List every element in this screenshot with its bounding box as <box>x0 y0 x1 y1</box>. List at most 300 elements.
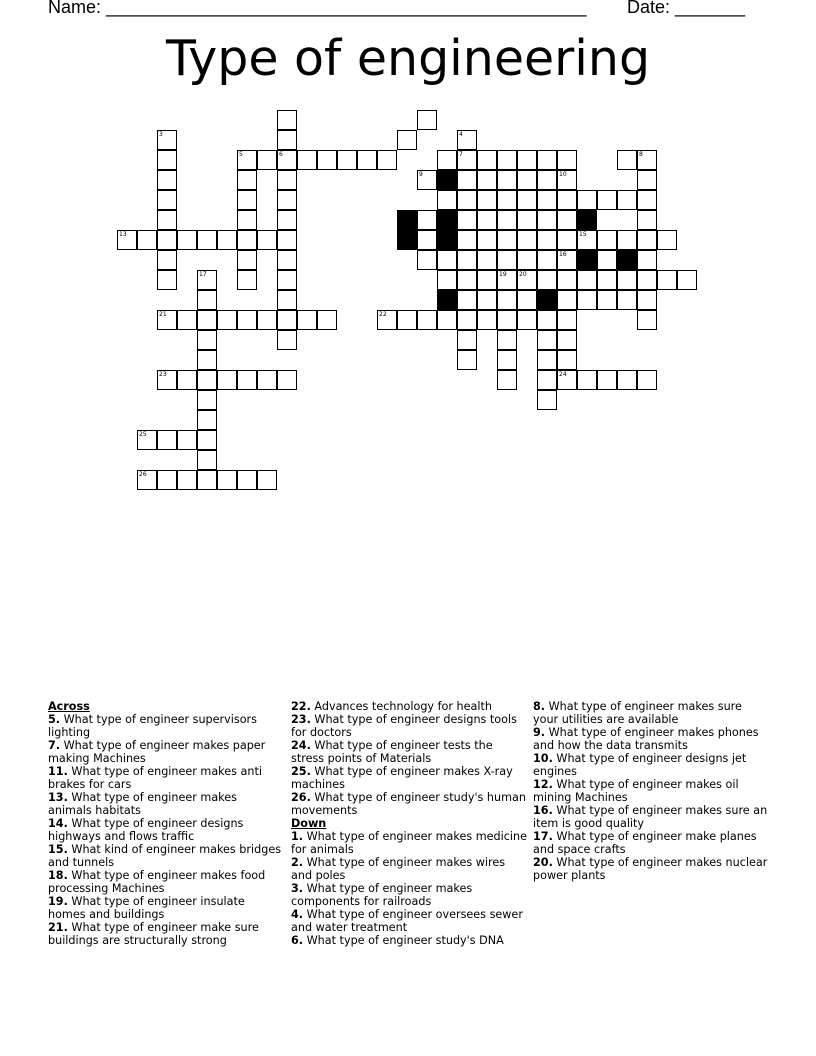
grid-cell[interactable] <box>457 310 477 330</box>
clue-text: What type of engineer study's DNA <box>306 934 504 947</box>
grid-cell[interactable] <box>277 250 297 270</box>
black-square <box>437 230 457 250</box>
grid-cell[interactable] <box>477 170 497 190</box>
grid-cell[interactable] <box>237 230 257 250</box>
grid-cell[interactable] <box>637 270 657 290</box>
grid-cell[interactable] <box>577 370 597 390</box>
grid-cell[interactable] <box>457 170 477 190</box>
grid-cell[interactable] <box>637 230 657 250</box>
clue-text: What type of engineer makes anti brakes for cars <box>48 765 262 791</box>
grid-cell[interactable] <box>377 310 397 330</box>
grid-cell[interactable] <box>557 350 577 370</box>
clue-label: 11. <box>48 765 68 778</box>
across-clue <box>48 713 284 739</box>
clue-text: What type of engineer makes wires and poles <box>291 856 506 882</box>
black-square <box>397 210 417 230</box>
grid-cell[interactable] <box>437 310 457 330</box>
down-clue <box>533 752 769 778</box>
grid-cell[interactable] <box>637 290 657 310</box>
grid-cell[interactable] <box>157 210 177 230</box>
grid-cell[interactable] <box>617 150 637 170</box>
grid-cell[interactable] <box>177 370 197 390</box>
grid-cell[interactable] <box>277 150 297 170</box>
across-clue <box>48 895 284 921</box>
grid-cell[interactable] <box>157 130 177 150</box>
clue-number: 10 <box>559 171 567 178</box>
clue-label: 10. <box>533 752 553 765</box>
grid-cell[interactable] <box>457 210 477 230</box>
clue-text: What type of engineer study's human movements <box>291 791 526 817</box>
clue-text: What kind of engineer makes bridges and tunnels <box>48 843 282 869</box>
grid-cell[interactable] <box>177 430 197 450</box>
grid-cell[interactable] <box>277 170 297 190</box>
down-clue <box>533 830 769 856</box>
clue-number: 20 <box>519 271 527 278</box>
down-clue <box>291 934 527 947</box>
down-clue <box>533 726 769 752</box>
grid-cell[interactable] <box>277 310 297 330</box>
grid-cell[interactable] <box>517 250 537 270</box>
grid-cell[interactable] <box>457 330 477 350</box>
grid-cell[interactable] <box>537 170 557 190</box>
grid-cell[interactable] <box>577 270 597 290</box>
grid-cell[interactable] <box>457 290 477 310</box>
clue-label: 14. <box>48 817 68 830</box>
name-line: ________________________________________________ <box>106 0 587 17</box>
grid-cell[interactable] <box>277 290 297 310</box>
grid-cell[interactable] <box>497 150 517 170</box>
grid-cell[interactable] <box>497 370 517 390</box>
across-clue <box>291 791 527 817</box>
down-clue <box>533 804 769 830</box>
grid-cell[interactable] <box>457 190 477 210</box>
crossword-grid <box>0 0 816 520</box>
grid-cell[interactable] <box>137 470 157 490</box>
grid-cell[interactable] <box>557 310 577 330</box>
grid-cell[interactable] <box>557 250 577 270</box>
grid-cell[interactable] <box>157 270 177 290</box>
black-square <box>537 290 557 310</box>
grid-cell[interactable] <box>457 350 477 370</box>
down-clue <box>533 856 769 882</box>
clue-label: 8. <box>533 700 546 713</box>
grid-cell[interactable] <box>617 230 637 250</box>
grid-cell[interactable] <box>637 170 657 190</box>
across-clue <box>48 765 284 791</box>
clue-label: 9. <box>533 726 546 739</box>
grid-cell[interactable] <box>537 230 557 250</box>
black-square <box>397 230 417 250</box>
grid-cell[interactable] <box>497 330 517 350</box>
across-heading: Across <box>48 700 90 713</box>
grid-cell[interactable] <box>557 370 577 390</box>
grid-cell[interactable] <box>257 230 277 250</box>
grid-cell[interactable] <box>597 230 617 250</box>
grid-cell[interactable] <box>157 250 177 270</box>
grid-cell[interactable] <box>497 230 517 250</box>
grid-cell[interactable] <box>217 230 237 250</box>
clue-text: What type of engineer makes nuclear power plants <box>533 856 768 882</box>
grid-cell[interactable] <box>157 310 177 330</box>
grid-cell[interactable] <box>617 190 637 210</box>
clue-label: 18. <box>48 869 68 882</box>
grid-cell[interactable] <box>517 310 537 330</box>
grid-cell[interactable] <box>217 370 237 390</box>
grid-cell[interactable] <box>157 170 177 190</box>
grid-cell[interactable] <box>557 230 577 250</box>
across-clue <box>291 739 527 765</box>
grid-cell[interactable] <box>517 150 537 170</box>
grid-cell[interactable] <box>557 190 577 210</box>
grid-cell[interactable] <box>457 270 477 290</box>
clue-label: 3. <box>291 882 304 895</box>
clue-label: 4. <box>291 908 304 921</box>
grid-cell[interactable] <box>497 250 517 270</box>
grid-cell[interactable] <box>397 310 417 330</box>
clue-number: 15 <box>579 231 587 238</box>
clue-label: 2. <box>291 856 304 869</box>
grid-cell[interactable] <box>217 470 237 490</box>
down-list-part1 <box>291 830 527 947</box>
grid-cell[interactable] <box>417 230 437 250</box>
clue-number: 7 <box>459 151 463 158</box>
clue-number: 22 <box>379 311 387 318</box>
grid-cell[interactable] <box>237 470 257 490</box>
grid-cell[interactable] <box>197 310 217 330</box>
grid-cell[interactable] <box>497 190 517 210</box>
grid-cell[interactable] <box>497 290 517 310</box>
grid-cell[interactable] <box>637 310 657 330</box>
grid-cell[interactable] <box>437 250 457 270</box>
date-line: _______ <box>675 0 746 17</box>
grid-cell[interactable] <box>517 190 537 210</box>
black-square <box>577 210 597 230</box>
grid-cell[interactable] <box>437 190 457 210</box>
grid-cell[interactable] <box>157 430 177 450</box>
grid-cell[interactable] <box>637 370 657 390</box>
clue-number: 13 <box>119 231 127 238</box>
grid-cell[interactable] <box>537 350 557 370</box>
clue-text: What type of engineer makes food processing Machines <box>48 869 266 895</box>
grid-cell[interactable] <box>417 310 437 330</box>
clue-number: 3 <box>159 131 163 138</box>
black-square <box>437 290 457 310</box>
across-clue <box>291 700 527 713</box>
grid-cell[interactable] <box>177 470 197 490</box>
grid-cell[interactable] <box>277 130 297 150</box>
grid-cell[interactable] <box>417 170 437 190</box>
clue-number: 24 <box>559 371 567 378</box>
clue-label: 7. <box>48 739 61 752</box>
grid-cell[interactable] <box>517 170 537 190</box>
grid-cell[interactable] <box>157 150 177 170</box>
clue-number: 5 <box>239 151 243 158</box>
grid-cell[interactable] <box>477 270 497 290</box>
grid-cell[interactable] <box>437 150 457 170</box>
clue-label: 22. <box>291 700 311 713</box>
grid-cell[interactable] <box>517 270 537 290</box>
grid-cell[interactable] <box>157 370 177 390</box>
grid-cell[interactable] <box>237 370 257 390</box>
clue-number: 25 <box>139 431 147 438</box>
grid-cell[interactable] <box>457 230 477 250</box>
grid-cell[interactable] <box>417 250 437 270</box>
date-label: Date: <box>627 0 671 17</box>
grid-cell[interactable] <box>197 430 217 450</box>
across-clue <box>291 713 527 739</box>
grid-cell[interactable] <box>477 150 497 170</box>
down-clue <box>533 778 769 804</box>
grid-cell[interactable] <box>517 290 537 310</box>
clue-number: 17 <box>199 271 207 278</box>
grid-cell[interactable] <box>537 310 557 330</box>
clue-label: 17. <box>533 830 553 843</box>
grid-cell[interactable] <box>637 150 657 170</box>
black-square <box>617 250 637 270</box>
across-clue <box>291 765 527 791</box>
grid-cell[interactable] <box>477 190 497 210</box>
grid-cell[interactable] <box>617 370 637 390</box>
grid-cell[interactable] <box>517 230 537 250</box>
grid-cell[interactable] <box>157 470 177 490</box>
down-clue <box>291 830 527 856</box>
grid-cell[interactable] <box>237 270 257 290</box>
grid-cell[interactable] <box>317 310 337 330</box>
grid-cell[interactable] <box>297 150 317 170</box>
grid-cell[interactable] <box>557 170 577 190</box>
grid-cell[interactable] <box>537 250 557 270</box>
grid-cell[interactable] <box>197 270 217 290</box>
grid-cell[interactable] <box>277 190 297 210</box>
clue-label: 25. <box>291 765 311 778</box>
clue-number: 16 <box>559 251 567 258</box>
grid-cell[interactable] <box>237 250 257 270</box>
grid-cell[interactable] <box>257 310 277 330</box>
clue-number: 6 <box>279 151 283 158</box>
grid-cell[interactable] <box>177 230 197 250</box>
clue-number: 4 <box>459 131 463 138</box>
down-clue <box>291 908 527 934</box>
clue-label: 15. <box>48 843 68 856</box>
clue-label: 20. <box>533 856 553 869</box>
grid-cell[interactable] <box>477 310 497 330</box>
grid-cell[interactable] <box>257 150 277 170</box>
grid-cell[interactable] <box>677 270 697 290</box>
grid-cell[interactable] <box>457 130 477 150</box>
grid-cell[interactable] <box>537 370 557 390</box>
grid-cell[interactable] <box>497 310 517 330</box>
grid-cell[interactable] <box>457 150 477 170</box>
grid-cell[interactable] <box>537 330 557 350</box>
clue-text: What type of engineer insulate homes and buildings <box>48 895 245 921</box>
grid-cell[interactable] <box>397 130 417 150</box>
grid-cell[interactable] <box>317 150 337 170</box>
grid-cell[interactable] <box>597 270 617 290</box>
clue-number: 8 <box>639 151 643 158</box>
clue-column-2 <box>291 700 527 947</box>
grid-cell[interactable] <box>437 270 457 290</box>
grid-cell[interactable] <box>357 150 377 170</box>
grid-cell[interactable] <box>617 270 637 290</box>
clue-column-3 <box>533 700 769 882</box>
grid-cell[interactable] <box>277 330 297 350</box>
grid-cell[interactable] <box>197 410 217 430</box>
clue-label: 16. <box>533 804 553 817</box>
grid-cell[interactable] <box>237 210 257 230</box>
grid-cell[interactable] <box>497 350 517 370</box>
grid-cell[interactable] <box>197 450 217 470</box>
grid-cell[interactable] <box>577 190 597 210</box>
grid-cell[interactable] <box>497 170 517 190</box>
grid-cell[interactable] <box>257 470 277 490</box>
clue-text: What type of engineer makes paper making Machines <box>48 739 266 765</box>
grid-cell[interactable] <box>477 250 497 270</box>
grid-cell[interactable] <box>217 310 237 330</box>
grid-cell[interactable] <box>377 150 397 170</box>
grid-cell[interactable] <box>577 290 597 310</box>
across-clue <box>48 791 284 817</box>
grid-cell[interactable] <box>197 470 217 490</box>
black-square <box>437 170 457 190</box>
down-heading: Down <box>291 817 327 830</box>
grid-cell[interactable] <box>237 170 257 190</box>
grid-cell[interactable] <box>197 350 217 370</box>
clue-number: 9 <box>419 171 423 178</box>
clue-column-1 <box>48 700 284 947</box>
grid-cell[interactable] <box>477 230 497 250</box>
down-clue <box>291 882 527 908</box>
grid-cell[interactable] <box>157 230 177 250</box>
grid-cell[interactable] <box>237 310 257 330</box>
clue-text: What type of engineer makes components for railroads <box>291 882 473 908</box>
grid-cell[interactable] <box>637 210 657 230</box>
grid-cell[interactable] <box>117 230 137 250</box>
grid-cell[interactable] <box>537 390 557 410</box>
grid-cell[interactable] <box>637 190 657 210</box>
grid-cell[interactable] <box>537 210 557 230</box>
grid-cell[interactable] <box>537 270 557 290</box>
grid-cell[interactable] <box>197 230 217 250</box>
across-clue <box>48 869 284 895</box>
grid-cell[interactable] <box>537 190 557 210</box>
grid-cell[interactable] <box>137 430 157 450</box>
across-clue <box>48 921 284 947</box>
grid-cell[interactable] <box>277 370 297 390</box>
across-list-part2 <box>291 700 527 817</box>
clue-label: 12. <box>533 778 553 791</box>
grid-cell[interactable] <box>657 270 677 290</box>
grid-cell[interactable] <box>577 230 597 250</box>
clue-text: What type of engineer makes phones and how the data transmits <box>533 726 759 752</box>
clue-text: What type of engineer designs jet engines <box>533 752 747 778</box>
clue-text: What type of engineer makes X-ray machines <box>291 765 513 791</box>
grid-cell[interactable] <box>137 230 157 250</box>
grid-cell[interactable] <box>277 230 297 250</box>
clue-label: 5. <box>48 713 61 726</box>
clue-text: What type of engineer make planes and space crafts <box>533 830 757 856</box>
grid-cell[interactable] <box>177 310 197 330</box>
grid-cell[interactable] <box>537 150 557 170</box>
black-square <box>577 250 597 270</box>
grid-cell[interactable] <box>637 250 657 270</box>
clue-label: 26. <box>291 791 311 804</box>
clue-number: 21 <box>159 311 167 318</box>
grid-cell[interactable] <box>417 110 437 130</box>
clue-text: What type of engineer designs highways and flows traffic <box>48 817 244 843</box>
grid-cell[interactable] <box>277 110 297 130</box>
clue-text: Advances technology for health <box>314 700 492 713</box>
grid-cell[interactable] <box>497 270 517 290</box>
clue-text: What type of engineer supervisors lighting <box>48 713 257 739</box>
across-clue <box>48 817 284 843</box>
across-clue <box>48 843 284 869</box>
clue-label: 1. <box>291 830 304 843</box>
grid-cell[interactable] <box>477 290 497 310</box>
grid-cell[interactable] <box>197 390 217 410</box>
grid-cell[interactable] <box>457 250 477 270</box>
grid-cell[interactable] <box>477 210 497 230</box>
grid-cell[interactable] <box>557 150 577 170</box>
clue-text: What type of engineer makes sure an item is good quality <box>533 804 768 830</box>
grid-cell[interactable] <box>197 370 217 390</box>
clue-text: What type of engineer oversees sewer and water treatment <box>291 908 523 934</box>
grid-cell[interactable] <box>557 330 577 350</box>
grid-cell[interactable] <box>597 290 617 310</box>
clue-number: 26 <box>139 471 147 478</box>
grid-cell[interactable] <box>197 290 217 310</box>
grid-cell[interactable] <box>257 370 277 390</box>
clue-text: What type of engineer makes animals habitats <box>48 791 237 817</box>
grid-cell[interactable] <box>657 230 677 250</box>
grid-cell[interactable] <box>557 270 577 290</box>
clue-number: 19 <box>499 271 507 278</box>
grid-cell[interactable] <box>277 210 297 230</box>
clue-text: What type of engineer makes sure your utilities are available <box>533 700 742 726</box>
grid-cell[interactable] <box>237 150 257 170</box>
clue-text: What type of engineer tests the stress points of Materials <box>291 739 493 765</box>
across-clue <box>48 739 284 765</box>
clue-label: 19. <box>48 895 68 908</box>
grid-cell[interactable] <box>277 270 297 290</box>
down-list-part2 <box>533 700 769 882</box>
across-list-part1 <box>48 713 284 947</box>
grid-cell[interactable] <box>197 330 217 350</box>
grid-cell[interactable] <box>597 370 617 390</box>
clue-number: 23 <box>159 371 167 378</box>
grid-cell[interactable] <box>337 150 357 170</box>
clue-label: 23. <box>291 713 311 726</box>
grid-cell[interactable] <box>497 210 517 230</box>
clue-text: What type of engineer makes oil mining Machines <box>533 778 739 804</box>
grid-cell[interactable] <box>237 190 257 210</box>
clue-label: 24. <box>291 739 311 752</box>
grid-cell[interactable] <box>417 210 437 230</box>
grid-cell[interactable] <box>597 250 617 270</box>
clue-text: What type of engineer make sure buildings are structurally strong <box>48 921 259 947</box>
grid-cell[interactable] <box>157 190 177 210</box>
clue-label: 13. <box>48 791 68 804</box>
grid-cell[interactable] <box>517 210 537 230</box>
grid-cell[interactable] <box>557 210 577 230</box>
clue-text: What type of engineer makes medicine for animals <box>291 830 527 856</box>
grid-cell[interactable] <box>597 190 617 210</box>
clue-label: 6. <box>291 934 304 947</box>
grid-cell[interactable] <box>297 310 317 330</box>
down-clue <box>533 700 769 726</box>
grid-cell[interactable] <box>617 290 637 310</box>
clue-text: What type of engineer designs tools for doctors <box>291 713 517 739</box>
grid-cell[interactable] <box>557 290 577 310</box>
